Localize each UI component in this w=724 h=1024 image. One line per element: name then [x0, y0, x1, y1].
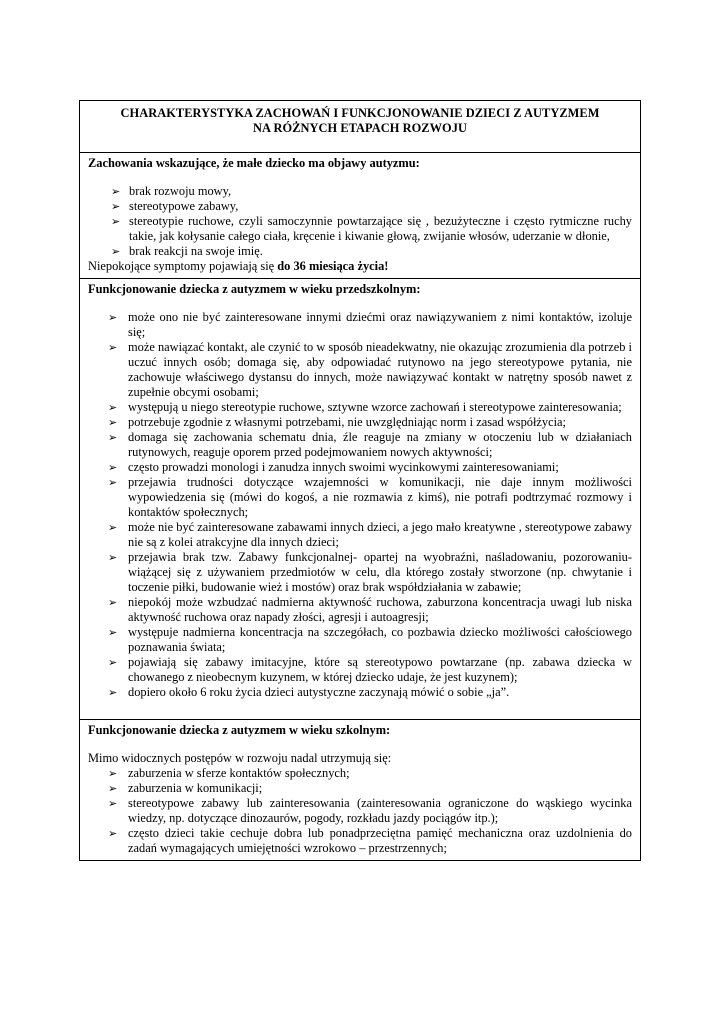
- list-item: ➢ może ono nie być zainteresowane innymi dziećmi oraz nawiązywaniem z nimi kontaktów, izoluje się;: [108, 310, 632, 339]
- arrow-bullet-icon: ➢: [108, 431, 118, 444]
- list-item: ➢ często dzieci takie cechuje dobra lub ponadprzeciętna pamięć mechaniczna oraz uzdolnienia do zadań wymagających umiejętności wzrokowo – przestrzennych;: [108, 826, 632, 855]
- list-item: ➢ niepokój może wzbudzać nadmierna aktywność ruchowa, zaburzona koncentracja uwagi lub niska aktywność ruchowa oraz napady złości, agresji i autoagresji;: [108, 595, 632, 624]
- preschool-list: [88, 310, 632, 700]
- list-item: ➢ przejawia brak tzw. Zabawy funkcjonalnej- opartej na wyobraźni, naśladowaniu, pozorowaniu- wiążącej się z używaniem przedmiotów w celu, dla którego zostały stworzone (np. chwytanie i toczenie piłki, budowanie wież i mostów) oraz brak współdziałania w zabawie;: [108, 550, 632, 594]
- arrow-bullet-icon: ➢: [108, 596, 118, 609]
- arrow-bullet-icon: ➢: [108, 797, 118, 810]
- arrow-bullet-icon: ➢: [108, 782, 118, 795]
- document-title: [88, 101, 632, 148]
- list-item: ➢ brak rozwoju mowy,: [111, 184, 232, 198]
- arrow-bullet-icon: ➢: [111, 215, 121, 228]
- title-line-2: NA RÓŻNYCH ETAPACH ROZWOJU: [253, 121, 467, 135]
- arrow-bullet-icon: ➢: [111, 245, 121, 258]
- arrow-bullet-icon: ➢: [108, 311, 118, 324]
- list-item: ➢ zaburzenia w komunikacji;: [108, 781, 263, 795]
- list-item: ➢ często prowadzi monologi i zanudza innych swoimi wycinkowymi zainteresowaniami;: [108, 460, 559, 474]
- list-item: ➢ może nawiązać kontakt, ale czynić to w sposób nieadekwatny, nie okazując zrozumienia dla potrzeb i uczuć innych osób; domaga się, aby odpowiadać rutynowo na jego stereotypowe pytania, nie zachowuje właściwego dystansu do innych, może nawiązywać kontakt w natrętny sposób nawet z zupełnie obcymi osobami;: [108, 340, 632, 399]
- symptom-list: [88, 184, 632, 259]
- arrow-bullet-icon: ➢: [108, 656, 118, 669]
- arrow-bullet-icon: ➢: [108, 476, 118, 489]
- list-item: ➢ pojawiają się zabawy imitacyjne, które są stereotypowo powtarzane (np. zabawa dziecka w chowanego z nieobecnym kuzynem, w której dziecko udaje, że jest kuzynem);: [108, 655, 632, 684]
- list-item: ➢ stereotypowe zabawy lub zainteresowania (zainteresowania ograniczone do wąskiego wycinka wiedzy, np. dotyczące dinozaurów, pogody, rozkładu jazdy pociągów itp.);: [108, 796, 632, 825]
- arrow-bullet-icon: ➢: [108, 551, 118, 564]
- list-item: ➢ przejawia trudności dotyczące wzajemności w komunikacji, nie daje innym możliwości wypowiedzenia się (mówi do kogoś, a nie rozmawia z kimś), nie potrafi podtrzymać rozmowy i kontaktów społecznych;: [108, 475, 632, 519]
- arrow-bullet-icon: ➢: [108, 461, 118, 474]
- symptom-note: Niepokojące symptomy pojawiają się do 36 miesiąca życia!: [88, 259, 389, 273]
- list-item: ➢ występuje nadmierna koncentracja na szczegółach, co pozbawia dziecko możliwości całościowego poznawania świata;: [108, 625, 632, 654]
- list-item: ➢ może nie być zainteresowane zabawami innych dzieci, a jego mało kreatywne , stereotypowe zabawy nie są z kolei atrakcyjne dla innych dzieci;: [108, 520, 632, 549]
- document-table: [79, 100, 641, 861]
- list-item: ➢ stereotypie ruchowe, czyli samoczynnie powtarzające się , bezużyteczne i często rytmiczne ruchy takie, jak kołysanie całego ciała, kręcenie i kiwanie głową, zwijanie włosów, uderzanie w dłonie,: [111, 214, 632, 243]
- title-section: [80, 101, 640, 152]
- list-item: ➢ dopiero około 6 roku życia dzieci autystyczne zaczynają mówić o sobie „ja”.: [108, 685, 510, 699]
- section-heading: Funkcjonowanie dziecka z autyzmem w wieku szkolnym:: [88, 723, 391, 737]
- list-item: ➢ potrzebuje zgodnie z własnymi potrzebami, nie uwzględniając norm i zasad współżycia;: [108, 415, 566, 429]
- list-item: ➢ stereotypowe zabawy,: [111, 199, 239, 213]
- school-age-list: [88, 766, 632, 856]
- arrow-bullet-icon: ➢: [111, 200, 121, 213]
- section-preschool: [80, 278, 640, 719]
- arrow-bullet-icon: ➢: [108, 686, 118, 699]
- list-item: ➢ występują u niego stereotypie ruchowe, sztywne wzorce zachowań i stereotypowe zainteresowania;: [108, 400, 622, 414]
- arrow-bullet-icon: ➢: [108, 827, 118, 840]
- arrow-bullet-icon: ➢: [108, 341, 118, 354]
- arrow-bullet-icon: ➢: [108, 401, 118, 414]
- list-item: ➢ brak reakcji na swoje imię.: [111, 244, 263, 258]
- section-heading: Funkcjonowanie dziecka z autyzmem w wieku przedszkolnym:: [88, 282, 421, 296]
- symptom-age-highlight: do 36 miesiąca życia!: [277, 259, 389, 273]
- section-heading: Zachowania wskazujące, że małe dziecko ma objawy autyzmu:: [88, 156, 420, 170]
- arrow-bullet-icon: ➢: [108, 626, 118, 639]
- arrow-bullet-icon: ➢: [108, 521, 118, 534]
- arrow-bullet-icon: ➢: [108, 767, 118, 780]
- section-intro: Mimo widocznych postępów w rozwoju nadal utrzymują się:: [88, 751, 392, 765]
- arrow-bullet-icon: ➢: [108, 416, 118, 429]
- section-early-symptoms: [80, 152, 640, 278]
- title-line-1: CHARAKTERYSTYKA ZACHOWAŃ I FUNKCJONOWANIE DZIECI Z AUTYZMEM: [120, 106, 600, 120]
- section-school-age: [80, 719, 640, 860]
- list-item: ➢ zaburzenia w sferze kontaktów społecznych;: [108, 766, 350, 780]
- arrow-bullet-icon: ➢: [111, 185, 121, 198]
- list-item: ➢ domaga się zachowania schematu dnia, źle reaguje na zmiany w otoczeniu lub w działaniach rutynowych, reaguje oporem przed podejmowaniem nowych aktywności;: [108, 430, 632, 459]
